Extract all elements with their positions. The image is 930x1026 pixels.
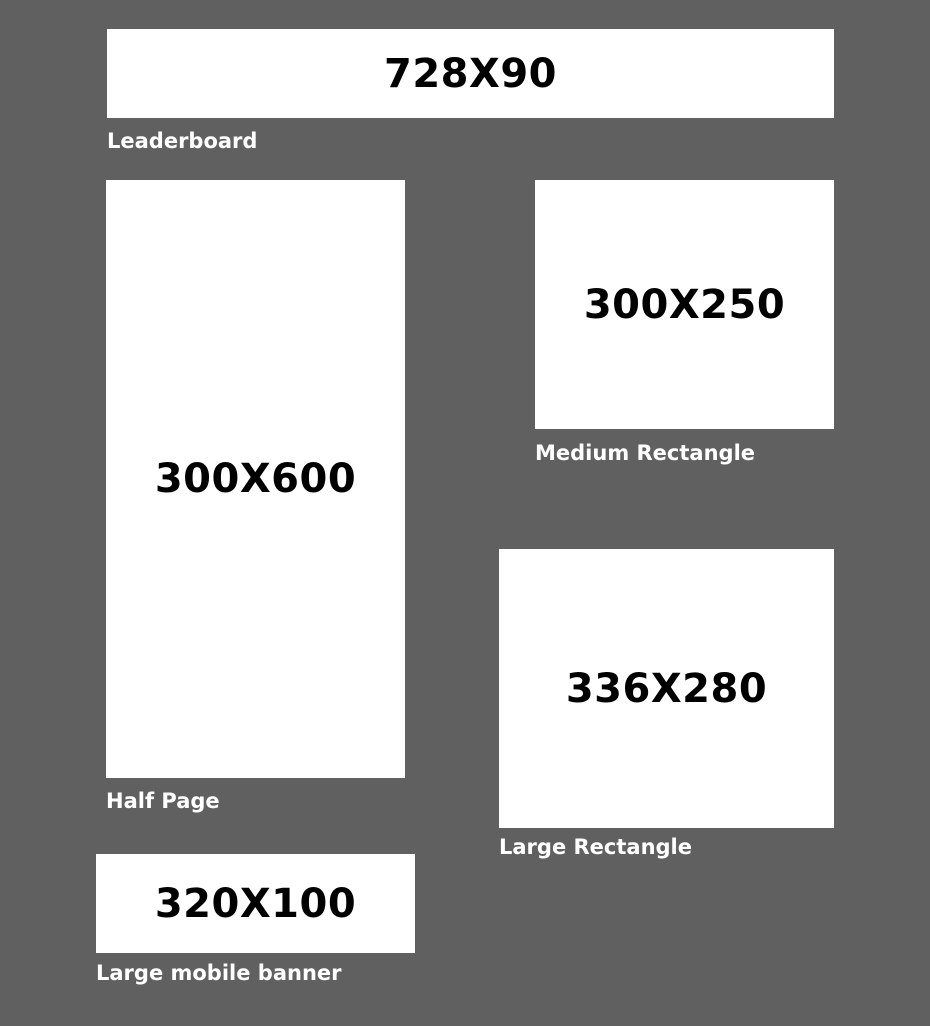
medium-rectangle-ad-box	[535, 180, 834, 429]
large-mobile-banner-ad-box	[96, 854, 415, 953]
large-rectangle-ad-box	[499, 549, 834, 828]
leaderboard-size-text: 728X90	[384, 50, 557, 97]
half-page-size-text: 300X600	[154, 456, 357, 502]
medium-rectangle-size-text: 300X250	[583, 281, 786, 328]
large-mobile-banner-label: Large mobile banner	[96, 961, 342, 985]
half-page-ad-box	[106, 180, 405, 778]
half-page-label: Half Page	[106, 789, 220, 813]
large-rectangle-label: Large Rectangle	[499, 835, 692, 859]
large-rectangle-size-text: 336X280	[565, 665, 768, 712]
large-mobile-banner-size-text: 320X100	[154, 880, 357, 927]
leaderboard-ad-box	[107, 29, 834, 118]
medium-rectangle-label: Medium Rectangle	[535, 441, 756, 465]
leaderboard-label: Leaderboard	[107, 129, 258, 153]
